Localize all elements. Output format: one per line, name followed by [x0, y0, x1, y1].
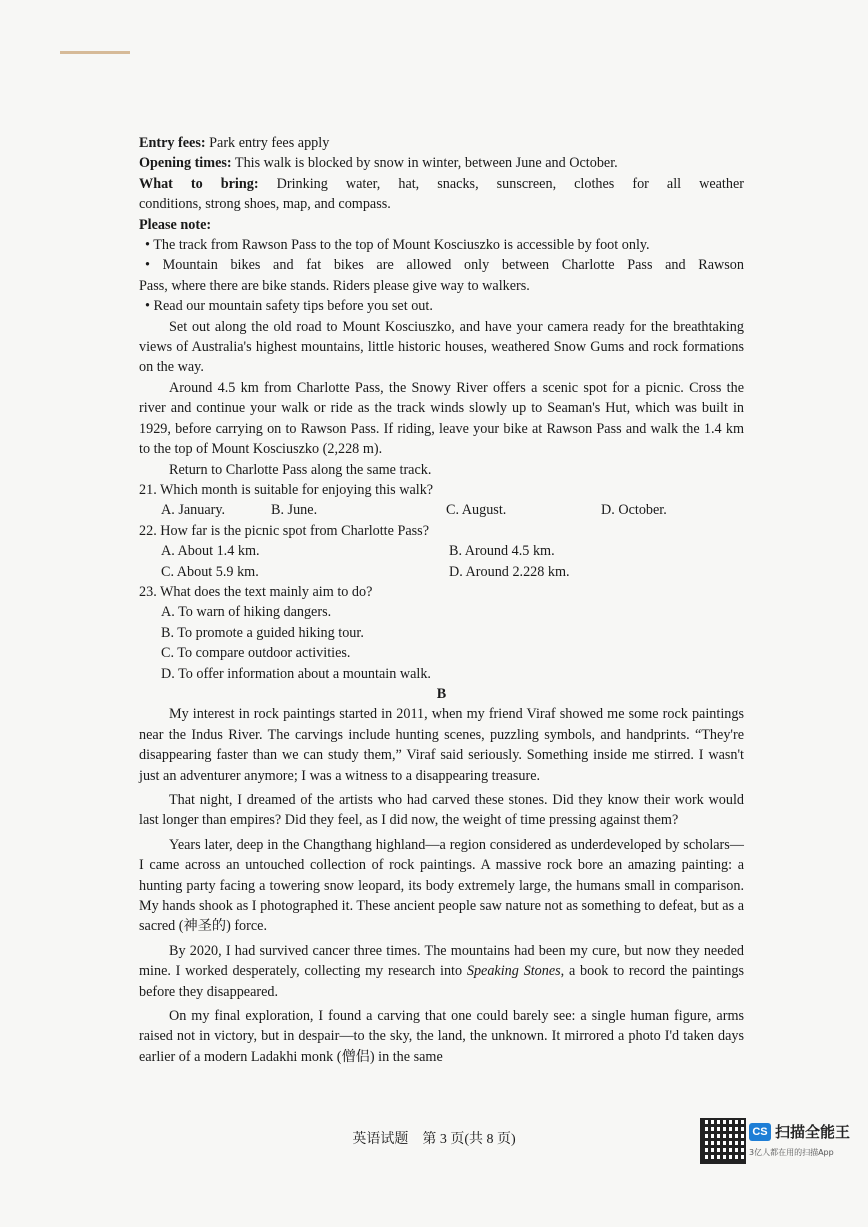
q21-option-b: B. June.	[271, 502, 318, 519]
question-21-stem: 21. Which month is suitable for enjoying this walk?	[139, 481, 434, 498]
q23-option-a: A. To warn of hiking dangers.	[161, 604, 332, 621]
passage-b-paragraph-5: On my final exploration, I found a carving that one could barely see: a single human figure, arms raised not in victory, but in despair—to the sky, the land, the unknown. It mirrored a photo I'd taken days earlier of a modern Ladakhi monk (僧侣) in the same	[139, 1008, 744, 1065]
entry-fees-line: Entry fees: Park entry fees apply	[139, 135, 330, 151]
top-edge-mark	[60, 51, 130, 54]
question-22-stem: 22. How far is the picnic spot from Charlotte Pass?	[139, 522, 429, 539]
note-bullet-1: • The track from Rawson Pass to the top of Mount Kosciuszko is accessible by foot only.	[145, 237, 650, 254]
question-23-stem: 23. What does the text mainly aim to do?	[139, 583, 373, 600]
section-b-heading: B	[436, 685, 447, 702]
note-bullet-2: • Mountain bikes and fat bikes are allowed only between Charlotte Pass and Rawson	[145, 257, 744, 274]
camscanner-tagline: 3亿人都在用的扫描App	[749, 1148, 834, 1157]
opening-times-line: Opening times: This walk is blocked by snow in winter, between June and October.	[139, 155, 618, 172]
q21-option-d: D. October.	[601, 502, 667, 519]
page-content	[139, 133, 744, 1067]
what-to-bring-line: What to bring: Drinking water, hat, snacks, sunscreen, clothes for all weather	[139, 175, 744, 192]
passage-b-paragraph-3: Years later, deep in the Changthang highland—a region considered as underdeveloped by scholars—I came across an untouched collection of rock paintings. A massive rock bore an amazing painting: a hunting party facing a towering snow leopard, its body extremely large, the humans small in comparison. My hands shook as I photographed it. These ancient people saw nature not as something to defeat, but as a sacred (神圣的) force.	[139, 836, 744, 935]
passage-b-paragraph-4: By 2020, I had survived cancer three times. The mountains had been my cure, but now they needed mine. I worked desperately, collecting my research into Speaking Stones, a book to record the paintings before they disappeared.	[139, 942, 745, 1000]
question-22-options-row-1	[139, 541, 744, 561]
q21-option-a: A. January.	[161, 502, 226, 519]
q22-option-a: A. About 1.4 km.	[161, 543, 260, 560]
q21-option-c: C. August.	[446, 502, 507, 519]
question-21-options	[139, 500, 744, 520]
passage-a-paragraph-1: Set out along the old road to Mount Kosciuszko, and have your camera ready for the breathtaking views of Australia's highest mountains, little historic houses, weathered Snow Gums and rock formations on the way.	[139, 318, 744, 376]
q23-option-d: D. To offer information about a mountain walk.	[161, 665, 431, 682]
passage-b-paragraph-2: That night, I dreamed of the artists who had carved these stones. Did they know their work would last longer than empires? Did they feel, as I did now, the weight of time pressing against them?	[139, 792, 744, 829]
question-22-options-row-2	[139, 562, 744, 582]
page-footer: 英语试题 第 3 页(共 8 页)	[352, 1132, 516, 1147]
please-note-label: Please note:	[139, 216, 212, 233]
note-bullet-2-cont: Pass, where there are bike stands. Riders please give way to walkers.	[139, 277, 530, 294]
q23-option-c: C. To compare outdoor activities.	[161, 645, 351, 662]
q22-option-d: D. Around 2.228 km.	[449, 563, 570, 580]
passage-a-paragraph-2: Around 4.5 km from Charlotte Pass, the Snowy River offers a scenic spot for a picnic. Cross the river and continue your walk or ride as the track winds slowly up to Seaman's Hut, which was built in 1929, before carrying on to Rawson Pass. If riding, leave your bike at Rawson Pass and walk the 1.4 km to the top of Mount Kosciuszko (2,228 m).	[139, 379, 744, 458]
passage-a-paragraph-3: Return to Charlotte Pass along the same track.	[169, 461, 432, 478]
camscanner-brand-name: 扫描全能王	[775, 1123, 851, 1141]
book-title: Speaking Stones	[466, 963, 561, 980]
qr-code-icon	[700, 1118, 746, 1164]
passage-b-paragraph-1: My interest in rock paintings started in 2011, when my friend Viraf showed me some rock paintings near the Indus River. The carvings include hunting scenes, puzzling symbols, and handprints. “They're disappearing faster than we can study them,” Viraf said seriously. Something inside me stirred. I wasn't just an adventurer anymore; I was a witness to a disappearing treasure.	[139, 706, 744, 784]
q23-option-b: B. To promote a guided hiking tour.	[161, 624, 364, 641]
q22-option-b: B. Around 4.5 km.	[449, 543, 555, 560]
what-to-bring-line-2: conditions, strong shoes, map, and compass.	[139, 196, 391, 213]
note-bullet-3: • Read our mountain safety tips before you set out.	[145, 298, 433, 315]
camscanner-logo-icon: CS	[749, 1123, 771, 1141]
q22-option-c: C. About 5.9 km.	[161, 563, 259, 580]
